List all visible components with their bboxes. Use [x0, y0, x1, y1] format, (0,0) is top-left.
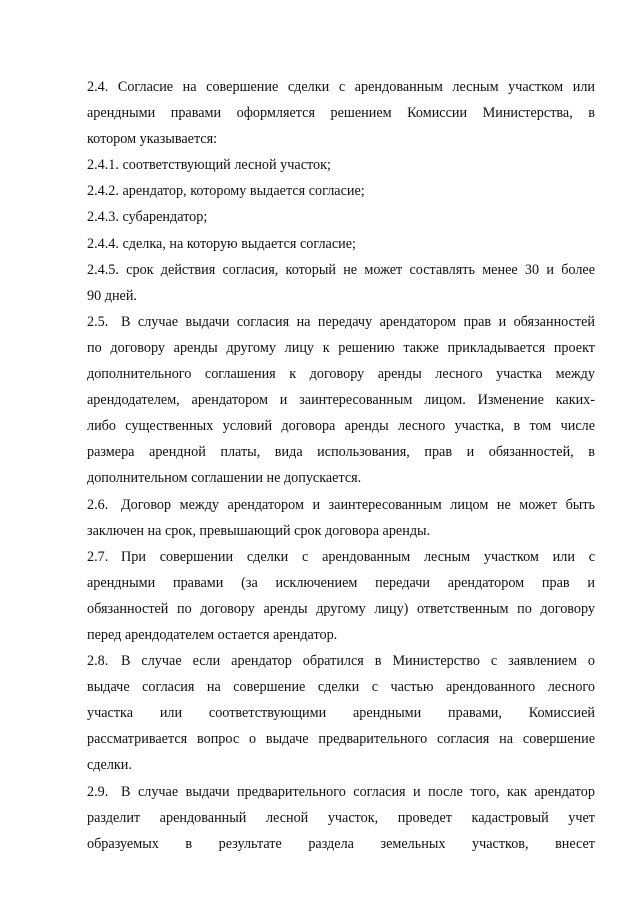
line-text: арендными правами (за исключением передачи арендатором прав и: [87, 574, 595, 591]
text-line: [87, 648, 595, 674]
text-line: [87, 700, 595, 726]
line-text: 2.4.3. субарендатор;: [87, 209, 208, 226]
text-line: [87, 126, 595, 152]
line-text: 2.4.4. сделка, на которую выдается согласие;: [87, 235, 356, 252]
line-text: 2.4.2. арендатор, которому выдается согласие;: [87, 183, 365, 200]
text-line: [87, 805, 595, 831]
line-text: При совершении сделки с арендованным лесным участком или с: [121, 548, 595, 565]
text-line: [87, 570, 595, 596]
text-line: [87, 492, 595, 518]
text-line: [87, 204, 595, 230]
text-line: [87, 439, 595, 465]
line-text: образуемых в результате раздела земельных участков, внесет: [87, 835, 595, 852]
text-line: [87, 674, 595, 700]
line-text: арендными правами оформляется решением Комиссии Министерства, в: [87, 105, 595, 122]
line-text: либо существенных условий договора аренды лесного участка, в том числе: [87, 418, 595, 435]
line-text: заключен на срок, превышающий срок договора аренды.: [87, 522, 431, 539]
text-line: [87, 726, 595, 752]
clause-number: 2.8.: [87, 653, 109, 670]
text-line: [87, 361, 595, 387]
text-line: [87, 544, 595, 570]
line-text: перед арендодателем остается арендатор.: [87, 626, 338, 643]
line-text: размера арендной платы, вида использования, прав и обязанностей, в: [87, 444, 595, 461]
text-line: [87, 74, 595, 100]
clause-number: 2.6.: [87, 496, 109, 513]
text-line: [87, 518, 595, 544]
text-line: [87, 100, 595, 126]
line-text: сделки.: [87, 757, 132, 774]
clause-number: 2.9.: [87, 783, 109, 800]
line-text: по договору аренды другому лицу к решению также прикладывается проект: [87, 339, 595, 356]
line-text: В случае выдачи согласия на передачу арендатором прав и обязанностей: [121, 313, 595, 330]
line-text: 2.4.1. соответствующий лесной участок;: [87, 157, 331, 174]
text-line: [87, 257, 595, 283]
line-text: выдаче согласия на совершение сделки с частью арендованного лесного: [87, 679, 595, 696]
line-text: дополнительного соглашения к договору аренды лесного участка между: [87, 366, 595, 383]
text-line: [87, 178, 595, 204]
clause-number: 2.7.: [87, 548, 109, 565]
text-line: [87, 752, 595, 778]
line-text: Договор между арендатором и заинтересованным лицом не может быть: [121, 496, 595, 513]
text-line: [87, 779, 595, 805]
line-text: 2.4. Согласие на совершение сделки с арендованным лесным участком или: [87, 79, 595, 95]
line-text: обязанностей по договору аренды другому лицу) ответственным по договору: [87, 600, 595, 617]
text-line: [87, 152, 595, 178]
text-line: [87, 413, 595, 439]
line-text: В случае если арендатор обратился в Министерство с заявлением о: [121, 653, 595, 670]
text-line: [87, 622, 595, 648]
line-text: В случае выдачи предварительного согласия и после того, как арендатор: [121, 783, 595, 800]
line-text: 2.4.5. срок действия согласия, который не может составлять менее 30 и более: [87, 261, 595, 278]
line-text: арендодателем, арендатором и заинтересованным лицом. Изменение каких-: [87, 392, 595, 409]
text-line: [87, 309, 595, 335]
text-line: [87, 465, 595, 491]
line-text: дополнительном соглашении не допускается.: [87, 470, 362, 487]
text-line: [87, 231, 595, 257]
text-line: [87, 387, 595, 413]
clause-number: 2.5.: [87, 313, 109, 330]
line-text: 90 дней.: [87, 287, 137, 304]
line-text: участка или соответствующими арендными правами, Комиссией: [87, 705, 595, 722]
text-line: [87, 335, 595, 361]
text-line: [87, 283, 595, 309]
line-text: разделит арендованный лесной участок, проведет кадастровый учет: [87, 809, 595, 826]
text-line: [87, 831, 595, 857]
line-text: котором указывается:: [87, 131, 218, 148]
text-line: [87, 596, 595, 622]
line-text: рассматривается вопрос о выдаче предварительного согласия на совершение: [87, 731, 595, 748]
document-page: [87, 74, 595, 857]
